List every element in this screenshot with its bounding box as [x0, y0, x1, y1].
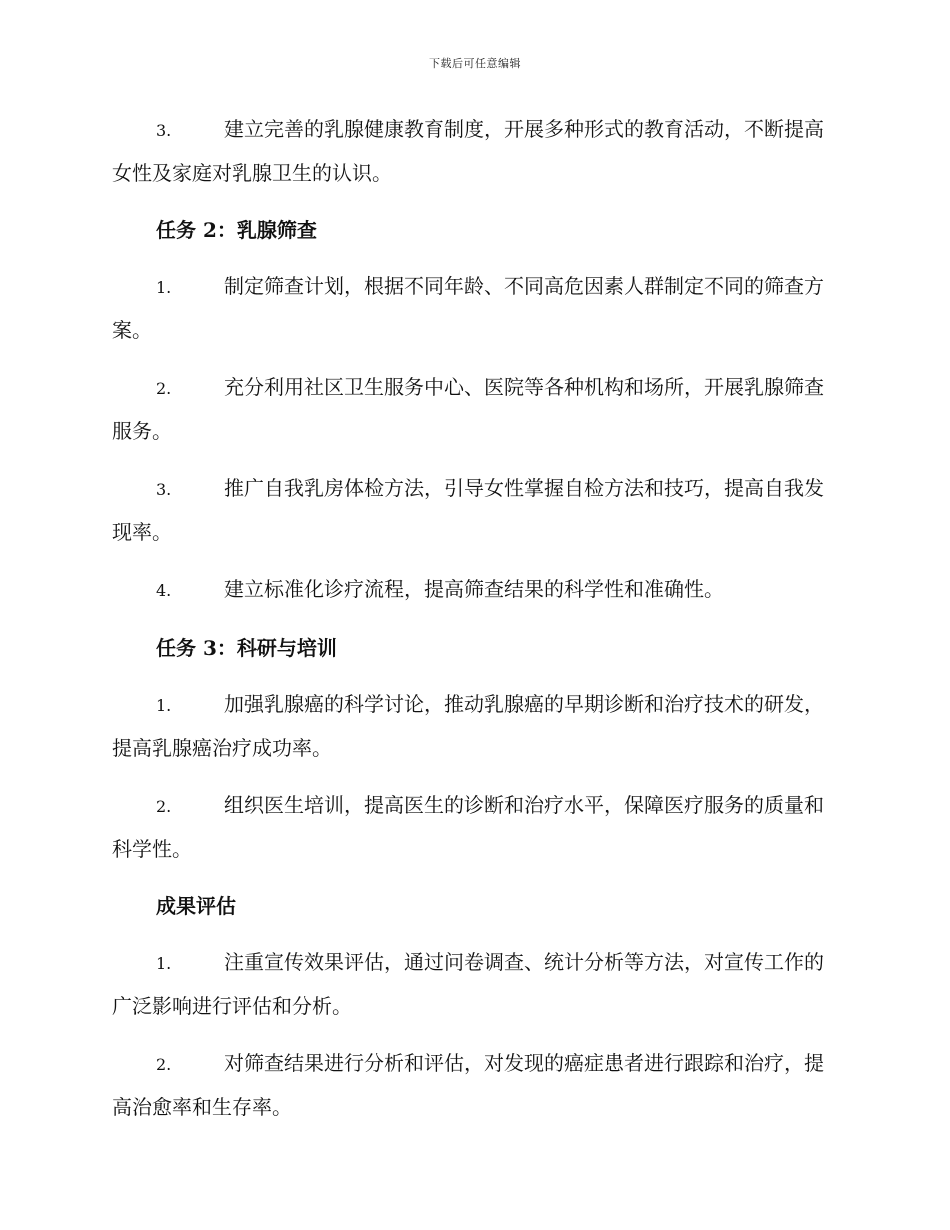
list-item — [112, 683, 834, 769]
list-item — [112, 265, 834, 351]
list-text: 组织医生培训，提高医生的诊断和治疗水平，保障医疗服务的质量和科学性。 — [112, 793, 824, 861]
list-number: 1. — [156, 278, 172, 297]
list-text: 制定筛查计划，根据不同年龄、不同高危因素人群制定不同的筛查方案。 — [112, 274, 824, 342]
list-number: 3. — [156, 480, 172, 499]
list-number: 3. — [156, 121, 172, 140]
list-text: 注重宣传效果评估，通过问卷调查、统计分析等方法，对宣传工作的广泛影响进行评估和分析。 — [112, 950, 824, 1018]
document-body — [112, 108, 834, 1143]
list-text: 推广自我乳房体检方法，引导女性掌握自检方法和技巧，提高自我发现率。 — [112, 476, 824, 544]
list-text: 加强乳腺癌的科学讨论，推动乳腺癌的早期诊断和治疗技术的研发，提高乳腺癌治疗成功率。 — [112, 692, 824, 760]
list-text: 建立完善的乳腺健康教育制度，开展多种形式的教育活动，不断提高女性及家庭对乳腺卫生的认识。 — [112, 117, 824, 185]
list-text: 对筛查结果进行分析和评估，对发现的癌症患者进行跟踪和治疗，提高治愈率和生存率。 — [112, 1051, 824, 1119]
section-heading: 任务 3：科研与培训 — [156, 636, 337, 660]
list-number: 4. — [156, 581, 172, 600]
list-number: 2. — [156, 797, 172, 816]
page-header: 下载后可任意编辑 — [429, 57, 521, 70]
list-text: 充分利用社区卫生服务中心、医院等各种机构和场所，开展乳腺筛查服务。 — [112, 375, 824, 443]
section-heading: 任务 2：乳腺筛查 — [156, 218, 317, 242]
list-text: 建立标准化诊疗流程，提高筛查结果的科学性和准确性。 — [224, 577, 724, 601]
list-item — [112, 568, 834, 612]
list-item — [112, 1042, 834, 1128]
list-item — [112, 784, 834, 870]
list-item — [112, 108, 834, 194]
list-number: 1. — [156, 696, 172, 715]
list-number: 2. — [156, 379, 172, 398]
list-item — [112, 941, 834, 1027]
list-item — [112, 467, 834, 553]
list-number: 2. — [156, 1055, 172, 1074]
section-heading: 成果评估 — [156, 894, 236, 918]
list-number: 1. — [156, 954, 172, 973]
list-item — [112, 366, 834, 452]
